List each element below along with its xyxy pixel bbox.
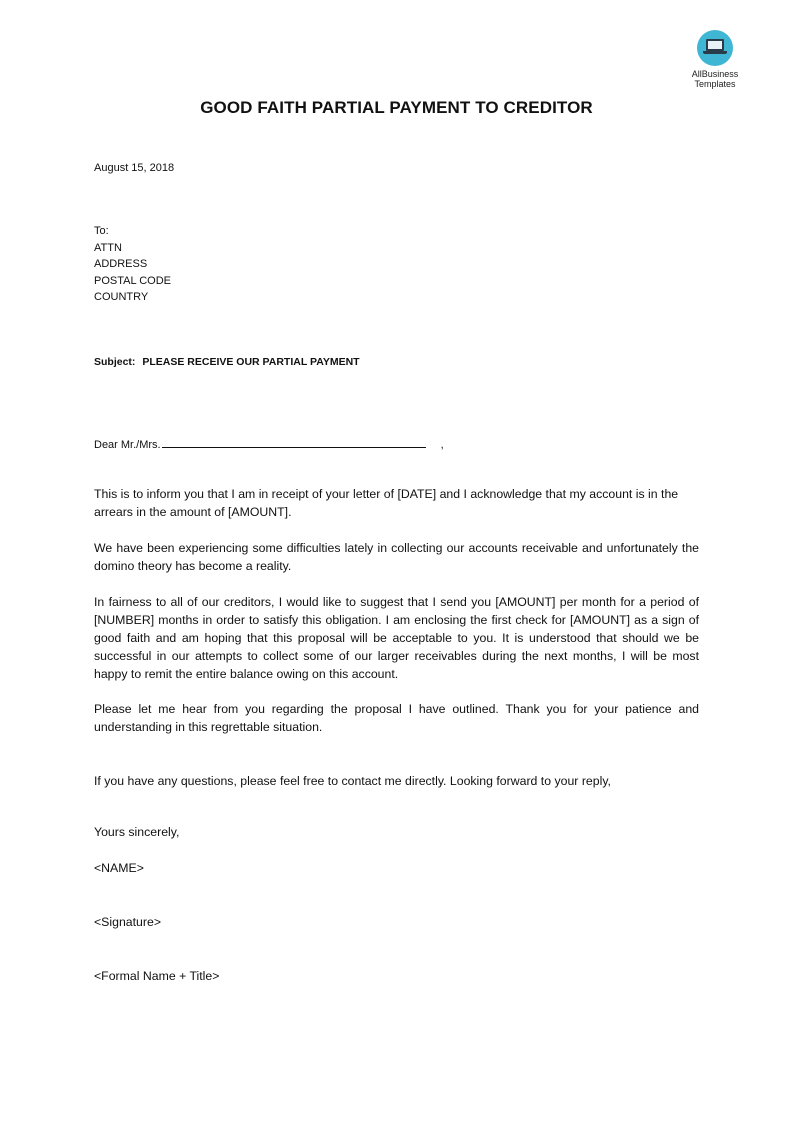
logo-line-1: AllBusiness bbox=[691, 69, 739, 79]
salutation-prefix: Dear Mr./Mrs. bbox=[94, 439, 161, 451]
brand-logo bbox=[680, 30, 750, 89]
address-country: COUNTRY bbox=[94, 291, 149, 303]
subject-line bbox=[94, 354, 360, 371]
address-attn: ATTN bbox=[94, 241, 122, 254]
body-paragraph-3: In fairness to all of our creditors, I would like to suggest that I send you [AMOUNT] per month for a period of [NUMBER] months in order to satisfy this obligation. I am enclosing the first check for [AMOUNT] as a sign of good faith and am hoping that this proposal will be acceptable to you. It is understood that should we be successful in our attempts to collect some of our larger receivables during the next months, I will be most happy to remit the entire balance owing on this account. bbox=[94, 595, 699, 681]
subject-label: Subject: bbox=[94, 356, 136, 368]
formal-name-title-placeholder: <Formal Name + Title> bbox=[94, 969, 220, 983]
salutation-comma: , bbox=[440, 439, 444, 451]
recipient-name-blank bbox=[162, 436, 426, 448]
sender-name-placeholder: <NAME> bbox=[94, 861, 144, 875]
subject-value: PLEASE RECEIVE OUR PARTIAL PAYMENT bbox=[142, 356, 360, 368]
logo-text bbox=[680, 69, 750, 89]
body-paragraph-1: This is to inform you that I am in receipt of your letter of [DATE] and I acknowledge that my account is in the arrears in the amount of [AMOUNT]. bbox=[94, 487, 679, 519]
letter-date: August 15, 2018 bbox=[94, 162, 175, 174]
recipient-address-block bbox=[94, 223, 171, 306]
logo-line-2: Templates bbox=[694, 79, 736, 89]
address-to-label: To: bbox=[94, 225, 109, 237]
valediction: Yours sincerely, bbox=[94, 825, 180, 839]
body-paragraph-2: We have been experiencing some difficulties lately in collecting our accounts receivable and unfortunately the domino theory has become a reality. bbox=[94, 541, 699, 573]
body-paragraph-4: Please let me hear from you regarding the proposal I have outlined. Thank you for your patience and understanding in this regrettable situation. bbox=[94, 702, 699, 734]
address-postal-code: POSTAL CODE bbox=[94, 274, 172, 287]
document-title: GOOD FAITH PARTIAL PAYMENT TO CREDITOR bbox=[200, 98, 593, 117]
address-line: ADDRESS bbox=[94, 258, 148, 270]
laptop-icon bbox=[697, 30, 733, 66]
signature-placeholder: <Signature> bbox=[94, 915, 162, 929]
body-paragraph-5: If you have any questions, please feel free to contact me directly. Looking forward to your reply, bbox=[94, 774, 611, 788]
salutation-line bbox=[94, 436, 444, 454]
